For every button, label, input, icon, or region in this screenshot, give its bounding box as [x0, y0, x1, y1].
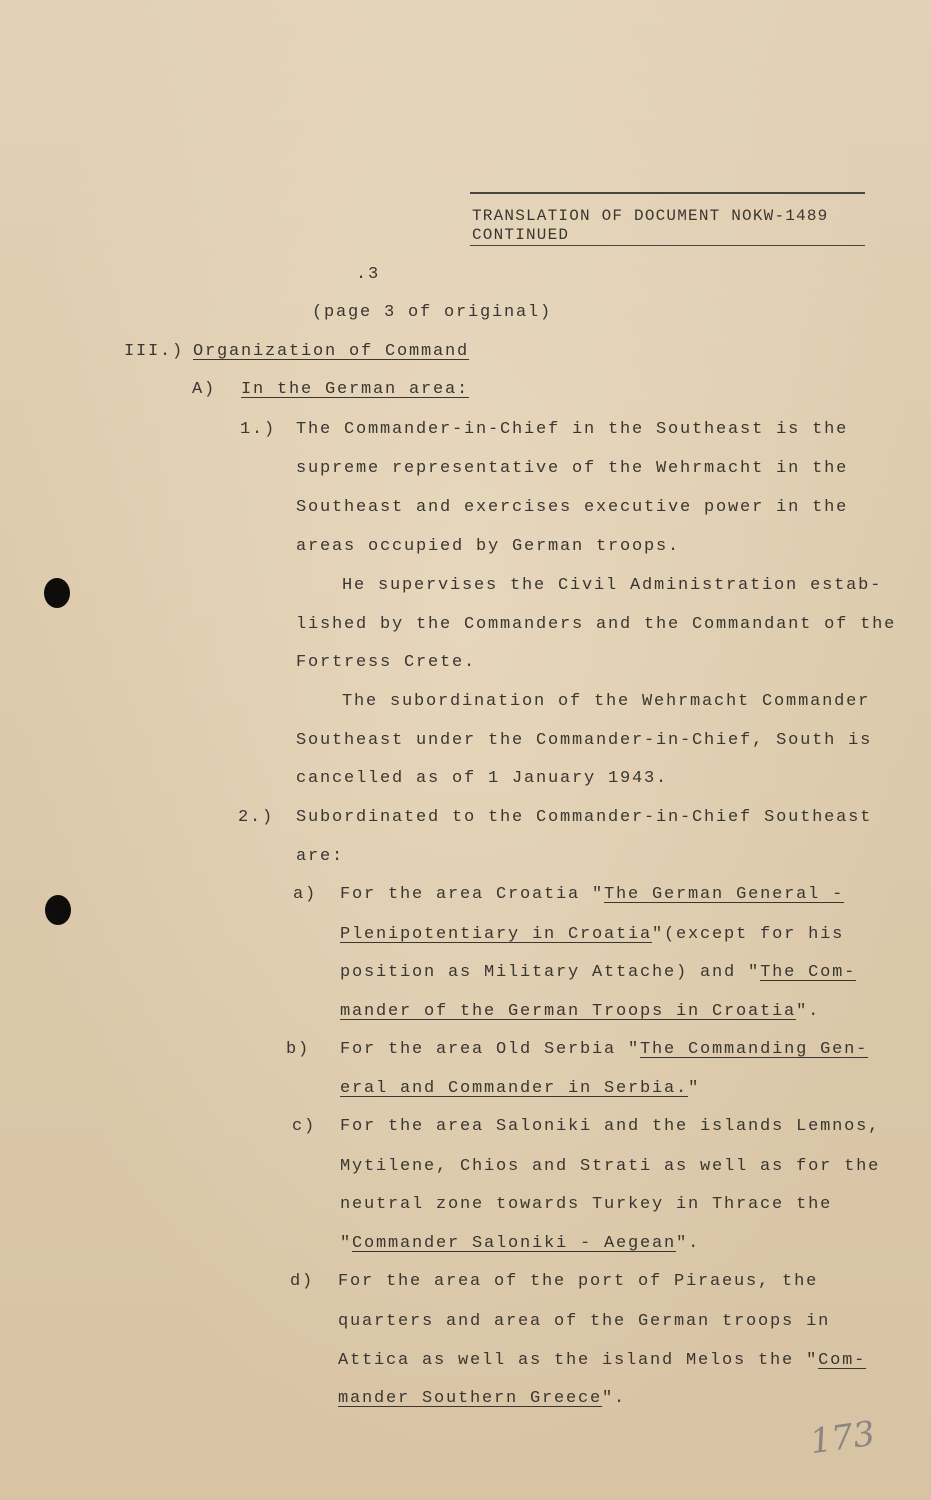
item-1-label: 1.)	[240, 420, 277, 439]
item-1-para3-line: Southeast under the Commander-in-Chief, South is	[296, 731, 873, 750]
item-1-line: areas occupied by German troops.	[296, 537, 681, 556]
item-1-para3-line: The subordination of the Wehrmacht Commander	[342, 692, 871, 711]
sub-item-a-line-1: For the area Croatia "The German General -	[340, 885, 845, 904]
sub-item-a-label: a)	[293, 885, 318, 904]
subsection-a-label: A)	[192, 380, 217, 399]
item-2-line: are:	[296, 847, 345, 866]
sub-item-d-line-4: mander Southern Greece".	[338, 1389, 627, 1408]
item-1-line: The Commander-in-Chief in the Southeast is the	[296, 420, 849, 439]
item-1-line: supreme representative of the Wehrmacht in the	[296, 459, 849, 478]
item-2-line: Subordinated to the Commander-in-Chief Southeast	[296, 808, 873, 827]
header-title: TRANSLATION OF DOCUMENT NOKW-1489	[472, 207, 829, 225]
sub-item-b-line-1: For the area Old Serbia "The Commanding Gen-	[340, 1040, 869, 1059]
item-1-para2-line: Fortress Crete.	[296, 653, 477, 672]
item-1-para2-line: lished by the Commanders and the Commandant of the	[296, 615, 897, 634]
item-1-line: Southeast and exercises executive power in the	[296, 498, 849, 517]
header-continued: CONTINUED	[472, 226, 570, 244]
header-top-rule	[470, 192, 865, 194]
sub-item-b-label: b)	[286, 1040, 311, 1059]
punch-hole	[45, 895, 71, 925]
sub-item-a-line-3: position as Military Attache) and "The Com-	[340, 963, 857, 982]
section-number: III.)	[124, 342, 185, 361]
item-2-label: 2.)	[238, 808, 275, 827]
sub-item-a-line-4: mander of the German Troops in Croatia".	[340, 1002, 821, 1021]
item-1-para2-line: He supervises the Civil Administration estab-	[342, 576, 883, 595]
item-1-para3-line: cancelled as of 1 January 1943.	[296, 769, 669, 788]
sub-item-b-line-2: eral and Commander in Serbia."	[340, 1079, 701, 1098]
sub-item-c-line-2: Mytilene, Chios and Strati as well as for the	[340, 1157, 881, 1176]
sub-item-d-label: d)	[290, 1272, 315, 1291]
subsection-a-title: In the German area:	[241, 380, 470, 399]
sub-item-d-line-3: Attica as well as the island Melos the "Com-	[338, 1351, 867, 1370]
page-number: .3	[356, 265, 381, 284]
sub-item-d-line-2: quarters and area of the German troops in	[338, 1312, 831, 1331]
original-page-reference: (page 3 of original)	[312, 303, 553, 322]
sub-item-c-line-4: "Commander Saloniki - Aegean".	[340, 1234, 701, 1253]
sub-item-c-line-3: neutral zone towards Turkey in Thrace the	[340, 1195, 833, 1214]
sub-item-c-line-1: For the area Saloniki and the islands Lemnos,	[340, 1117, 881, 1136]
sub-item-a-line-2: Plenipotentiary in Croatia"(except for his	[340, 925, 845, 944]
section-title: Organization of Command	[193, 342, 470, 361]
sub-item-c-label: c)	[292, 1117, 317, 1136]
header-bottom-rule	[470, 245, 865, 246]
handwritten-page-number: 173	[807, 1413, 878, 1463]
sub-item-d-line-1: For the area of the port of Piraeus, the	[338, 1272, 819, 1291]
punch-hole	[44, 578, 70, 608]
